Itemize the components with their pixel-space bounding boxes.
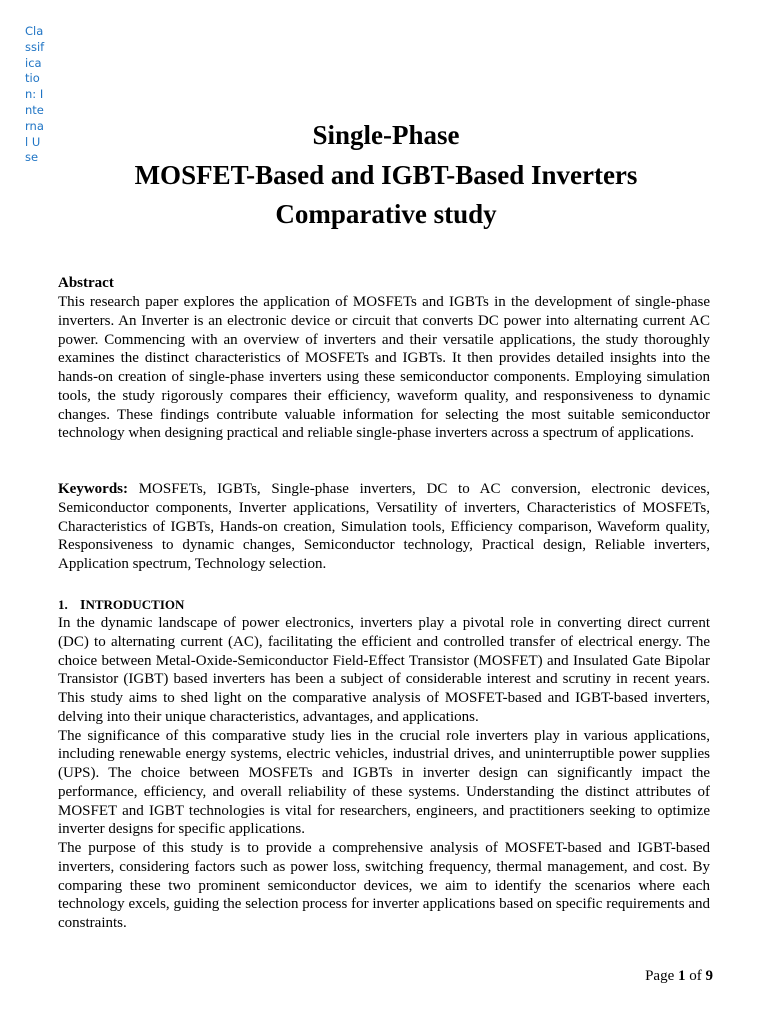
- total-pages-number: 9: [705, 968, 713, 984]
- classification-label: Classification: Internal Use: [25, 24, 45, 165]
- of-word: of: [685, 968, 706, 984]
- keywords-label: Keywords:: [58, 481, 128, 497]
- page-word: Page: [645, 968, 678, 984]
- current-page-number: 1: [678, 968, 686, 984]
- abstract-body: This research paper explores the application of MOSFETs and IGBTs in the development of single-phase inverters. An Inverter is an electronic device or circuit that converts DC power into alternating current AC power. Commencing with an overview of inverters and their versatile applications, the study thoroughly examines the distinct characteristics of MOSFETs and IGBTs. It then provides detailed insights into the hands-on creation of single-phase inverters using these semiconductor components. Employing simulation tools, the study rigorously compares their efficiency, waveform quality, and responsiveness to dynamic changes. These findings contribute valuable information for selecting the most suitable semiconductor technology when designing practical and reliable single-phase inverters across a spectrum of applications.: [58, 294, 710, 442]
- title-line-3: Comparative study: [275, 199, 497, 229]
- introduction-body: [58, 614, 710, 933]
- document-title: [58, 116, 714, 235]
- heading-rest: NTRODUCTION: [85, 597, 185, 612]
- keywords-paragraph: [58, 480, 710, 574]
- introduction-heading: [58, 596, 710, 615]
- intro-paragraph-3: The purpose of this study is to provide a comprehensive analysis of MOSFET-based and IGBT-based inverters, considering factors such as power loss, switching frequency, thermal management, and cost. By comparing these two prominent semiconductor devices, we aim to identify the scenarios where each technology excels, guiding the selection process for inverter applications based on specific requirements and constraints.: [58, 840, 710, 931]
- title-line-1: Single-Phase: [312, 120, 460, 150]
- abstract-heading: Abstract: [58, 275, 114, 291]
- intro-paragraph-2: The significance of this comparative study lies in the crucial role inverters play in various applications, including renewable energy systems, electric vehicles, industrial drives, and uninterruptible power supplies (UPS). The choice between MOSFETs and IGBTs in inverter design can significantly impact the performance, efficiency, and overall reliability of these systems. Understanding the distinct attributes of MOSFET and IGBT technologies is vital for researchers, engineers, and practitioners seeking to optimize inverter designs for specific applications.: [58, 727, 710, 838]
- title-line-2: MOSFET-Based and IGBT-Based Inverters: [134, 159, 638, 190]
- section-number: 1.: [58, 597, 68, 612]
- keywords-text: MOSFETs, IGBTs, Single-phase inverters, DC to AC conversion, electronic devices, Semiconductor components, Inverter applications, Versatility of inverters, Characteristics of MOSFETs, Characteristics of IGBTs, Hands-on creation, Simulation tools, Efficiency comparison, Waveform quality, Responsiveness to dynamic changes, Semiconductor technology, Practical design, Reliable inverters, Application spectrum, Technology selection.: [58, 481, 710, 572]
- intro-paragraph-1: In the dynamic landscape of power electronics, inverters play a pivotal role in converting direct current (DC) to alternating current (AC), facilitating the efficient and controlled transfer of electrical energy. The choice between Metal-Oxide-Semiconductor Field-Effect Transistor (MOSFET) and Insulated Gate Bipolar Transistor (IGBT) based inverters has been a subject of considerable interest and scrutiny in recent years. This study aims to shed light on the comparative analysis of MOSFET-based and IGBT-based inverters, delving into their unique characteristics, advantages, and applications.: [58, 615, 710, 725]
- heading-initial: I: [80, 598, 86, 613]
- page-footer: [645, 967, 713, 985]
